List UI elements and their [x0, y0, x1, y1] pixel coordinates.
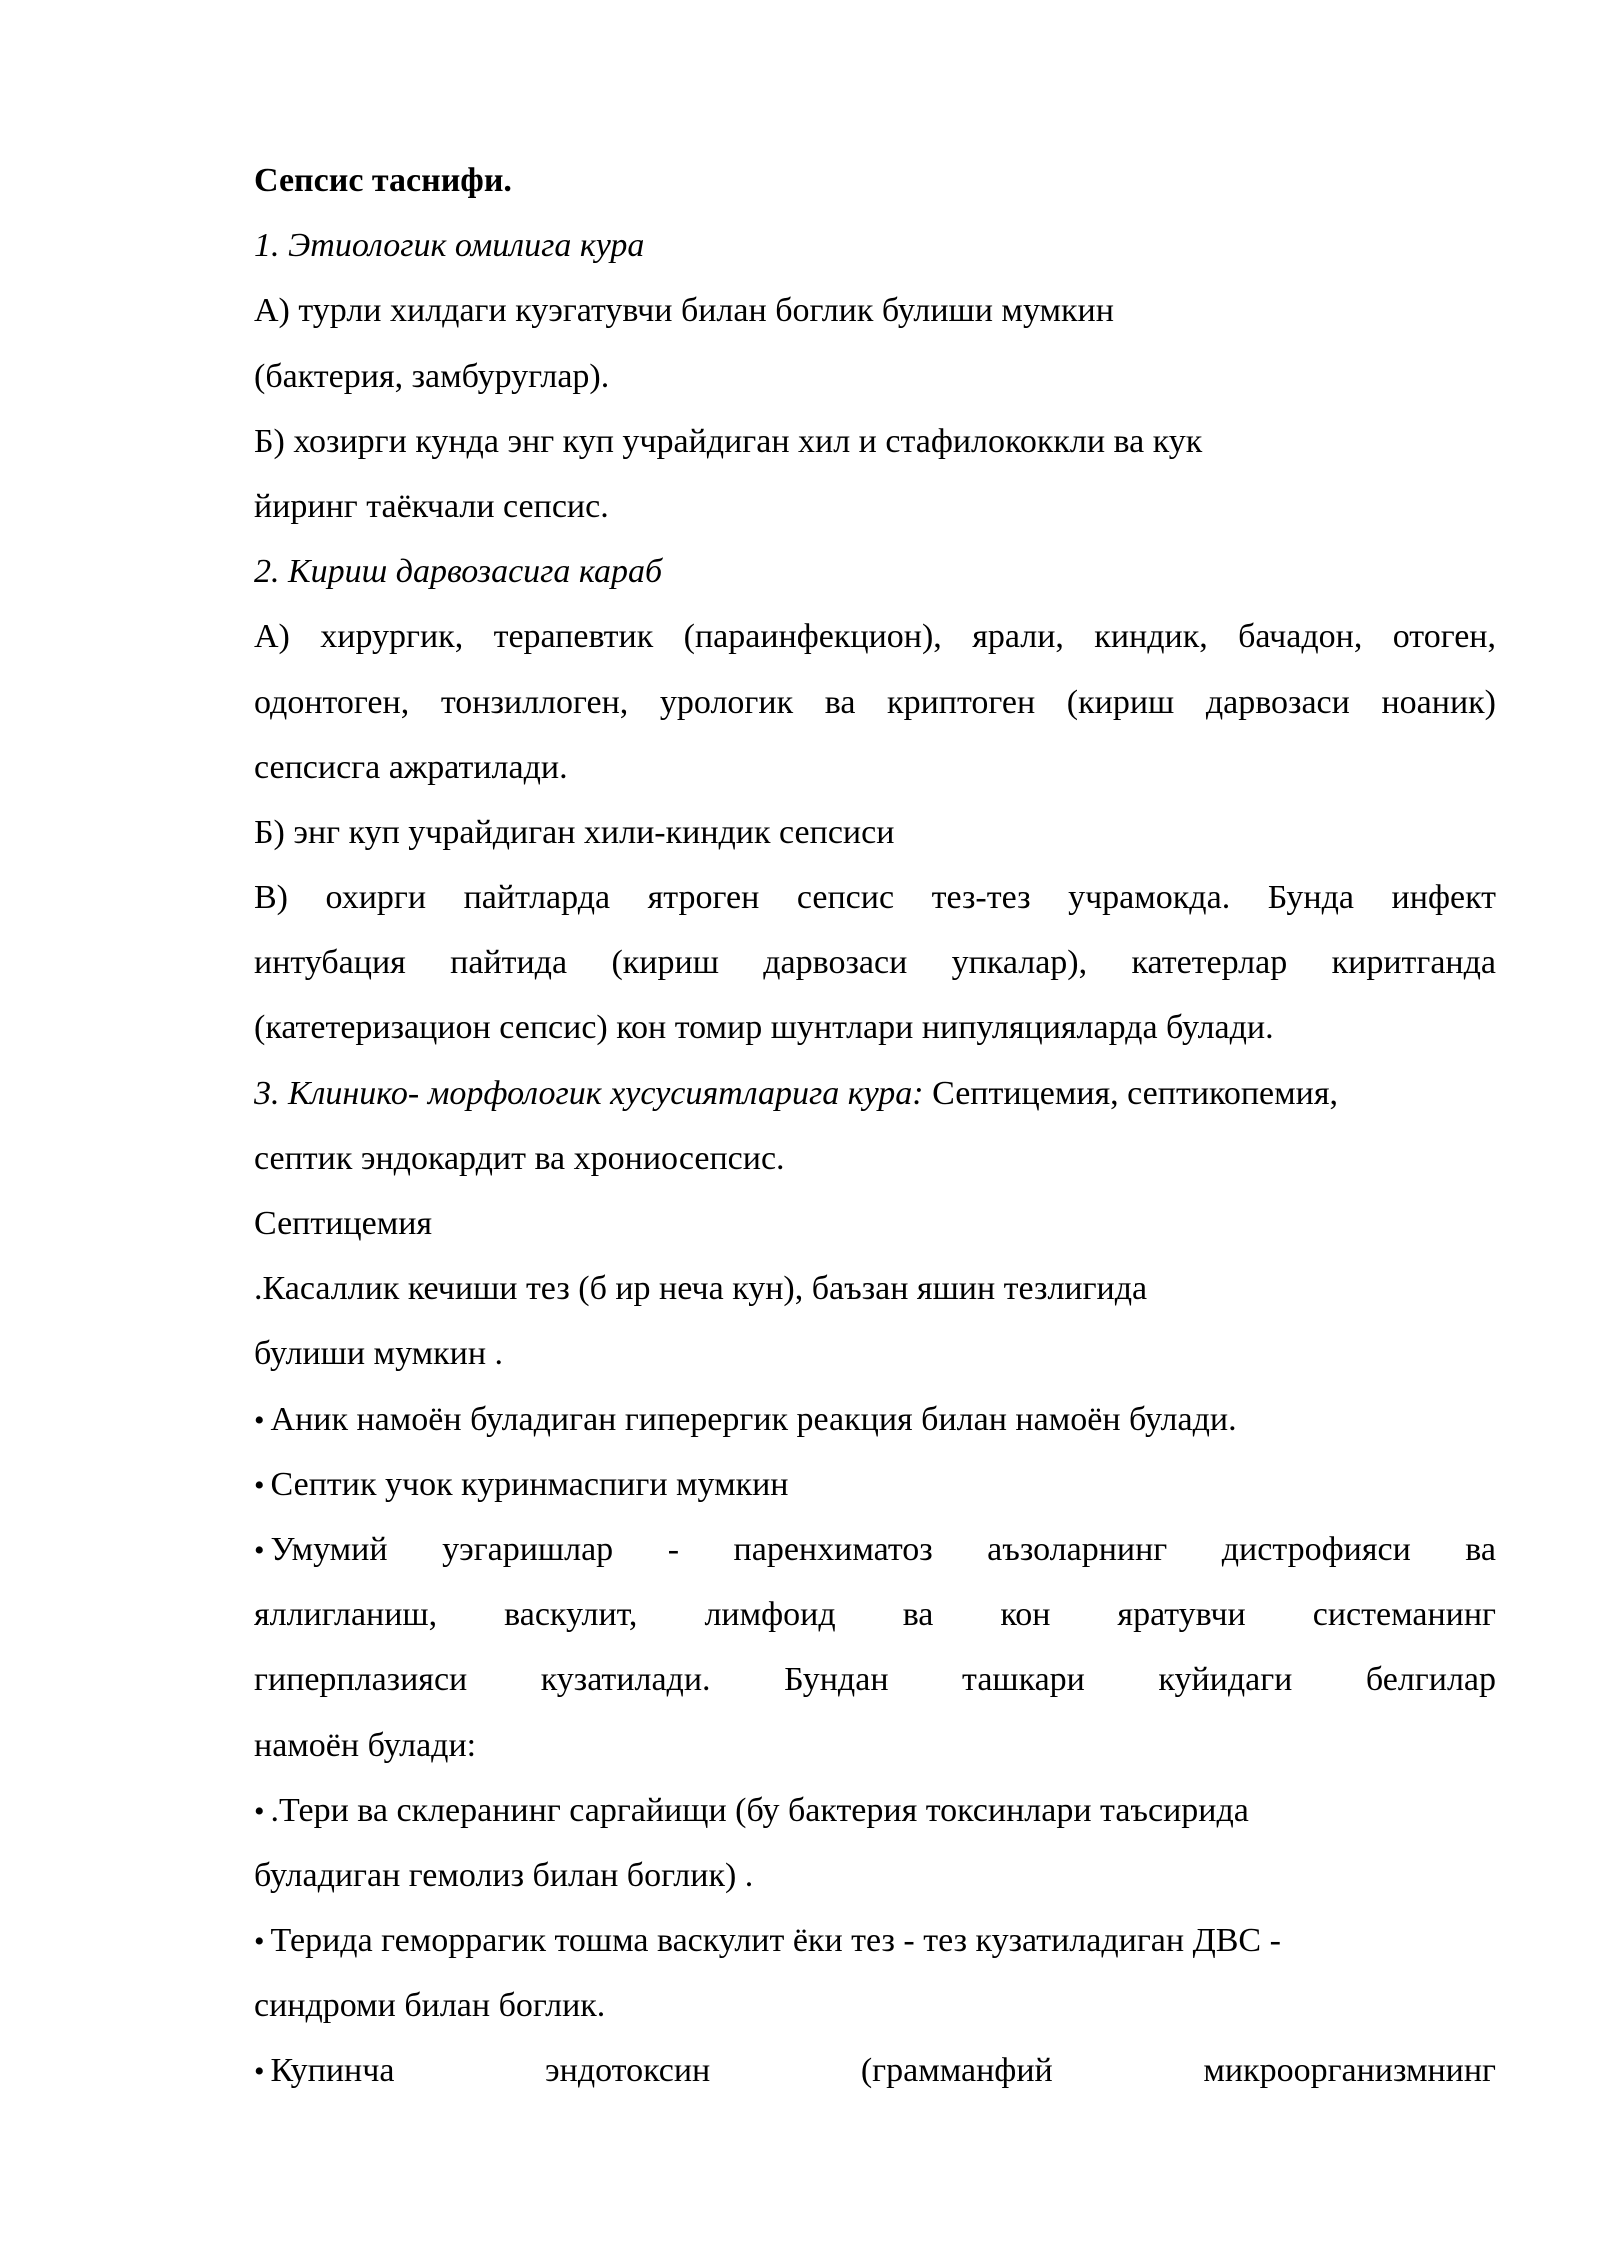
document-line: одонтоген, тонзиллоген, урологик ва криптоген (кириш дарвозаси ноаник): [254, 683, 1496, 721]
bullet-item: [254, 1908, 1496, 1973]
document-line: намоён булади:: [254, 1726, 477, 1764]
document-line: сепсисга ажратилади.: [254, 748, 568, 786]
bullet-text: .Тери ва склеранинг саргайищи (бу бактерия токсинлари таъсирида: [270, 1791, 1249, 1829]
bullet-text: Умумий уэгаришлар - паренхиматоз аъзоларнинг дистрофияси ва: [270, 1530, 1496, 1568]
document-body: [254, 148, 1496, 2104]
bullet-marker: •: [254, 1533, 265, 1567]
bullet-item: [254, 2038, 1496, 2103]
document-line: [254, 1061, 1496, 1126]
bullet-text: Купинча эндотоксин (грамманфий микроорганизмнинг: [270, 2052, 1496, 2090]
section-title: 3. Клинико- морфологик хусусиятларига кура:: [254, 1074, 924, 1112]
document-line: булиши мумкин .: [254, 1335, 504, 1373]
bullet-text: Аник намоён буладиган гиперергик реакция билан намоён булади.: [270, 1400, 1237, 1438]
document-text: Септицемия, септикопемия,: [923, 1074, 1338, 1112]
document-heading: Сепсис таснифи.: [254, 162, 512, 199]
document-line: (бактерия, замбуруглар).: [254, 357, 610, 395]
document-line: интубация пайтида (кириш дарвозаси упкалар), катетерлар киритганда: [254, 944, 1496, 982]
bullet-text: Септик учок куринмаспиги мумкин: [270, 1465, 789, 1503]
document-line: (катетеризацион сепсис) кон томир шунтлари нипуляцияларда булади.: [254, 1009, 1274, 1047]
bullet-marker: •: [254, 2055, 265, 2089]
document-line: яллигланиш, васкулит, лимфоид ва кон яратувчи системанинг: [254, 1596, 1496, 1634]
bullet-item: [254, 1517, 1496, 1582]
bullet-item: [254, 1452, 1496, 1517]
document-line: Б) хозирги кунда энг куп учрайдиган хил и стафилококкли ва кук: [254, 422, 1203, 460]
bullet-text: Терида геморрагик тошма васкулит ёки тез - тез кузатиладиган ДВС -: [270, 1922, 1281, 1960]
section-title: 2. Кириш дарвозасига караб: [254, 553, 663, 591]
document-line: А) турли хилдаги куэгатувчи билан боглик булиши мумкин: [254, 292, 1114, 330]
document-line: А) хирургик, терапевтик (параинфекцион), ярали, киндик, бачадон, отоген,: [254, 618, 1496, 656]
bullet-marker: •: [254, 1925, 265, 1959]
document-line: гиперплазияси кузатилади. Бундан ташкари куйидаги белгилар: [254, 1661, 1496, 1699]
bullet-marker: •: [254, 1468, 265, 1502]
section-title: 1. Этиологик омилига кура: [254, 227, 645, 265]
document-line: буладиган гемолиз билан боглик) .: [254, 1856, 754, 1894]
document-line: синдроми билан боглик.: [254, 1987, 606, 2025]
bullet-marker: •: [254, 1794, 265, 1828]
document-line: Септицемия: [254, 1205, 433, 1242]
document-line: .Касаллик кечиши тез (б ир неча кун), баъзан яшин тезлигида: [254, 1270, 1148, 1308]
document-line: Б) энг куп учрайдиган хили-киндик сепсиси: [254, 813, 895, 851]
bullet-marker: •: [254, 1403, 265, 1437]
bullet-item: [254, 1387, 1496, 1452]
document-line: септик эндокардит ва хрониосепсис.: [254, 1139, 785, 1177]
document-line: йиринг таёкчали сепсис.: [254, 487, 609, 525]
bullet-item: [254, 1778, 1496, 1843]
document-line: В) охирги пайтларда ятроген сепсис тез-тез учрамокда. Бунда инфект: [254, 879, 1496, 917]
